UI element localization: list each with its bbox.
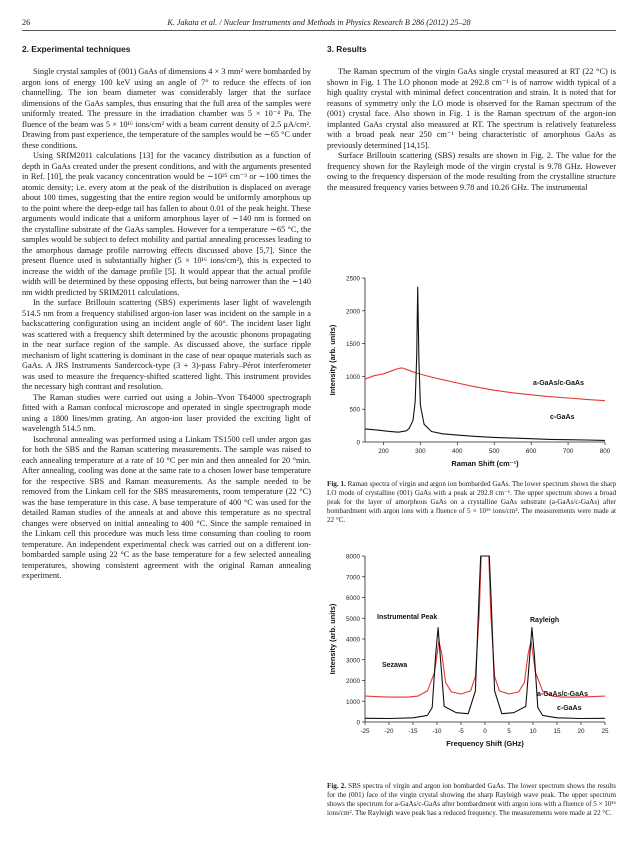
right-column bbox=[327, 44, 616, 193]
section-title-results: 3. Results bbox=[327, 44, 367, 54]
x-tick-label: 10 bbox=[529, 728, 537, 735]
paragraph-samples: Single crystal samples of (001) GaAs of dimensions 4 × 3 mm² were bombarded by argon ions of energy 100 keV using an angle of 7° to reduce the effects of ion channelling. The ion beam diameter was considerably larger that the surface dimensions of the GaAs samples, thus ensuring that the full area of the samples were uniformly treated. The pressure in the irradiation chamber was 5 × 10⁻⁴ Pa. The fluence of the beam was 5 × 10¹⁶ ions/cm² with a beam current density of 2.5 μA/cm². Drawing from past experience, the temperature of the samples would be ∼65 °C under these conditions. bbox=[22, 67, 311, 150]
y-tick-label: 2000 bbox=[345, 678, 360, 685]
y-tick-label: 0 bbox=[356, 439, 360, 447]
series-line-amorphous bbox=[365, 556, 605, 697]
x-tick-label: 800 bbox=[599, 448, 611, 455]
y-axis-label: Intensity (arb. units) bbox=[328, 324, 337, 396]
x-tick-label: 5 bbox=[507, 728, 511, 735]
paragraph-raman-results: The Raman spectrum of the virgin GaAs single crystal measured at RT (22 °C) is shown in Fig. 1 The LO phonon mode at 292.8 cm⁻¹ is of narrow width typical of a high quality crystal with minimal defect concentration and strain. It is noted that for reasons of symmetry only the LO mode is observed for the Raman spectrum of the (001) crystal face. Also shown in Fig. 1 is the Raman spectrum of the argon-ion implanted GaAs crystal also measured at RT. The spectrum is relatively featureless with a broad peak near 250 cm⁻¹ being characteristic of amorphous GaAs as previously determined [14,15]. bbox=[327, 67, 616, 150]
x-tick-label: -20 bbox=[384, 728, 394, 735]
y-tick-label: 3000 bbox=[345, 657, 360, 665]
y-tick-label: 8000 bbox=[345, 553, 360, 561]
x-tick-label: -25 bbox=[360, 728, 370, 735]
left-column bbox=[22, 44, 311, 582]
x-axis-label: Frequency Shift (GHz) bbox=[446, 739, 524, 748]
figure-1-caption bbox=[327, 480, 616, 525]
page-number: 26 bbox=[22, 18, 31, 27]
raman-chart bbox=[327, 268, 616, 476]
y-tick-label: 2500 bbox=[345, 275, 360, 283]
y-tick-label: 2000 bbox=[345, 308, 360, 316]
y-axis-label: Intensity (arb. units) bbox=[328, 603, 337, 675]
figure-1-caption-text: Raman spectra of virgin and argon ion bombarded GaAs. The lower spectrum shows the sharp LO mode of crystalline (001) GaAs with a peak at 292.8 cm⁻¹. The upper spectrum shows a broad peak for the layer of amorphous GaAs on a crystalline GaAs substrate (a-GaAs/c-GaAs) after bombardment with argon ions with a fluence of 5 × 10¹⁶ ions/cm². The measurements were made at 22 °C. bbox=[327, 480, 617, 524]
annotation-instrumental-peak: Instrumental Peak bbox=[377, 614, 438, 621]
x-tick-label: 25 bbox=[601, 728, 609, 735]
figure-1 bbox=[327, 268, 616, 525]
x-tick-label: -5 bbox=[458, 728, 464, 735]
y-tick-label: 7000 bbox=[345, 574, 360, 582]
header-rule bbox=[22, 30, 616, 31]
annotation-amorphous-label: a-GaAs/c-GaAs bbox=[537, 691, 588, 698]
annotation-sezawa: Sezawa bbox=[382, 662, 408, 669]
figure-2-caption-text: SBS spectra of virgin and argon ion bombarded GaAs. The lower spectrum shows the results for the (001) face of the virgin crystal showing the sharp Rayleigh wave peak. The upper spectrum shows the spectrum for a-GaAs/c-GaAs after bombardment with argon ions with a fluence of 5 × 10¹⁶ ions/cm². The Rayleigh wave peak has a reduced frequency. The measurements were made at 22 °C. bbox=[327, 782, 616, 817]
y-tick-label: 0 bbox=[356, 719, 360, 727]
section-title-experimental: 2. Experimental techniques bbox=[22, 44, 131, 54]
x-tick-label: 15 bbox=[553, 728, 561, 735]
x-tick-label: 500 bbox=[488, 448, 500, 455]
y-tick-label: 4000 bbox=[345, 636, 360, 644]
annotation-amorphous-label: a-GaAs/c-GaAs bbox=[533, 380, 584, 387]
y-tick-label: 500 bbox=[349, 406, 360, 414]
paragraph-annealing: Isochronal annealing was performed using a Linkam TS1500 cell under argon gas for both the SBS and the Raman scattering measurements. The sample was raised to each annealing temperature at a rate of 10 °C per min and then annealed for 20 °min. After annealing, cooling was done at the same rate to a chosen lower base temperature for the respective SBS and Raman measurements. As the sample needed to be removed from the Linkam cell for the SBS measurements, room temperature (22 °C) was the base temperature in this case. A base temperature of 400 °C was used for the detailed Raman studies of the anneals at and above this temperature as no spectral changes were observed on initial annealing to 400 °C. Since the sample remained in the Linkam cell this procedure was much less time consuming than cooling to room temperature. An independent experimental check was carried out on a different ion-bombarded sample using 22 °C as the base temperature for a few selected annealing temperatures, showing consistent agreement with the original Raman annealing experiment. bbox=[22, 434, 311, 580]
figure-1-label: Fig. 1. bbox=[327, 480, 346, 488]
figure-2-caption bbox=[327, 782, 616, 818]
x-tick-label: 700 bbox=[562, 448, 574, 455]
x-tick-label: 400 bbox=[452, 448, 463, 455]
x-tick-label: 0 bbox=[483, 728, 487, 735]
figure-2-label: Fig. 2. bbox=[327, 782, 347, 790]
paragraph-raman-setup: The Raman studies were carried out using a Jobin–Yvon T64000 spectrograph fitted with a Raman confocal microscope and operated in single spectrograph mode using a 1800 lines/mm grating. An argon-ion laser provided the exciting light of wavelength 514.5 nm. bbox=[22, 392, 311, 433]
y-tick-label: 1500 bbox=[345, 341, 360, 349]
x-tick-label: -10 bbox=[432, 728, 442, 735]
x-tick-label: -15 bbox=[408, 728, 418, 735]
paragraph-srim: Using SRIM2011 calculations [13] for the vacancy distribution as a function of depth in GaAs created under the present conditions, and with the arguments presented in Ref. [10], the peak vacancy concentration would be ∼10²⁵ cm⁻³ or ∼100 times the atomic density; i.e. every atom at the peak of the distribution is displaced on average about 100 times, suggesting that the entire region would be uniformly amorphous up to the point where the deep-edge tail has fallen to about 0.01 of the peak height. These arguments would indicate that a uniform amorphous layer of ∼140 nm is formed on the crystalline substrate of the GaAs samples. However for a temperature ∼65 °C, the samples would be subject to defect mobility and partial annealing processes leading to the amorphous damage profile narrowing effects discussed above [5,7]. Since the present fluence used is substantially higher (5 × 10¹⁶ ions/cm²), this is expected to increase the width of the damage profile [5]. It would appear that the actual profile width will be determined by these opposing effects, but being narrower than the ∼140 nm width predicted by SRIM2011 calculations. bbox=[22, 151, 311, 297]
y-tick-label: 1000 bbox=[345, 373, 360, 381]
sbs-chart bbox=[327, 546, 616, 778]
annotation-rayleigh: Rayleigh bbox=[530, 617, 560, 624]
annotation-crystalline-label: c-GaAs bbox=[557, 705, 582, 712]
paragraph-sbs-setup: In the surface Brillouin scattering (SBS) experiments laser light of wavelength 514.5 nm from a frequency stabilised argon-ion laser was incident on the sample in a backscattering configuration using an incident angle of 60°. The incident laser light was scattered with a frequency shift determined by the acoustic phonons propagating in the near surface region of the sample. As discussed above, the surface ripple mechanism of light scattering is dominant in the case of near opaque materials such as GaAs. A JRS Instruments Sandercock-type (3 + 3)-pass Fabry–Pérot interferometer was used to measure the frequency-shifted scattered light. This instrument provides the necessary high contrast and resolution. bbox=[22, 298, 311, 391]
x-axis-label: Raman Shift (cm⁻¹) bbox=[451, 459, 519, 468]
y-tick-label: 5000 bbox=[345, 615, 360, 623]
figure-2 bbox=[327, 546, 616, 818]
paragraph-sbs-results: Surface Brillouin scattering (SBS) results are shown in Fig. 2. The value for the frequency shown for the Rayleigh mode of the virgin crystal is 9.78 GHz. However owing to the frequency dispersion of the mode resulting from the crystalline structure the measured frequency varies between 9.78 and 10.26 GHz. The instrumental bbox=[327, 151, 616, 192]
journal-citation: K. Jakata et al. / Nuclear Instruments and Methods in Physics Research B 286 (2012) 25–28 bbox=[167, 18, 471, 27]
x-tick-label: 600 bbox=[525, 448, 537, 455]
y-tick-label: 6000 bbox=[345, 595, 360, 602]
y-tick-label: 1000 bbox=[345, 698, 360, 706]
annotation-crystalline-label: c-GaAs bbox=[550, 414, 575, 421]
x-tick-label: 300 bbox=[415, 448, 426, 455]
x-tick-label: 200 bbox=[378, 448, 389, 455]
running-head bbox=[22, 18, 616, 30]
x-tick-label: 20 bbox=[577, 728, 585, 735]
